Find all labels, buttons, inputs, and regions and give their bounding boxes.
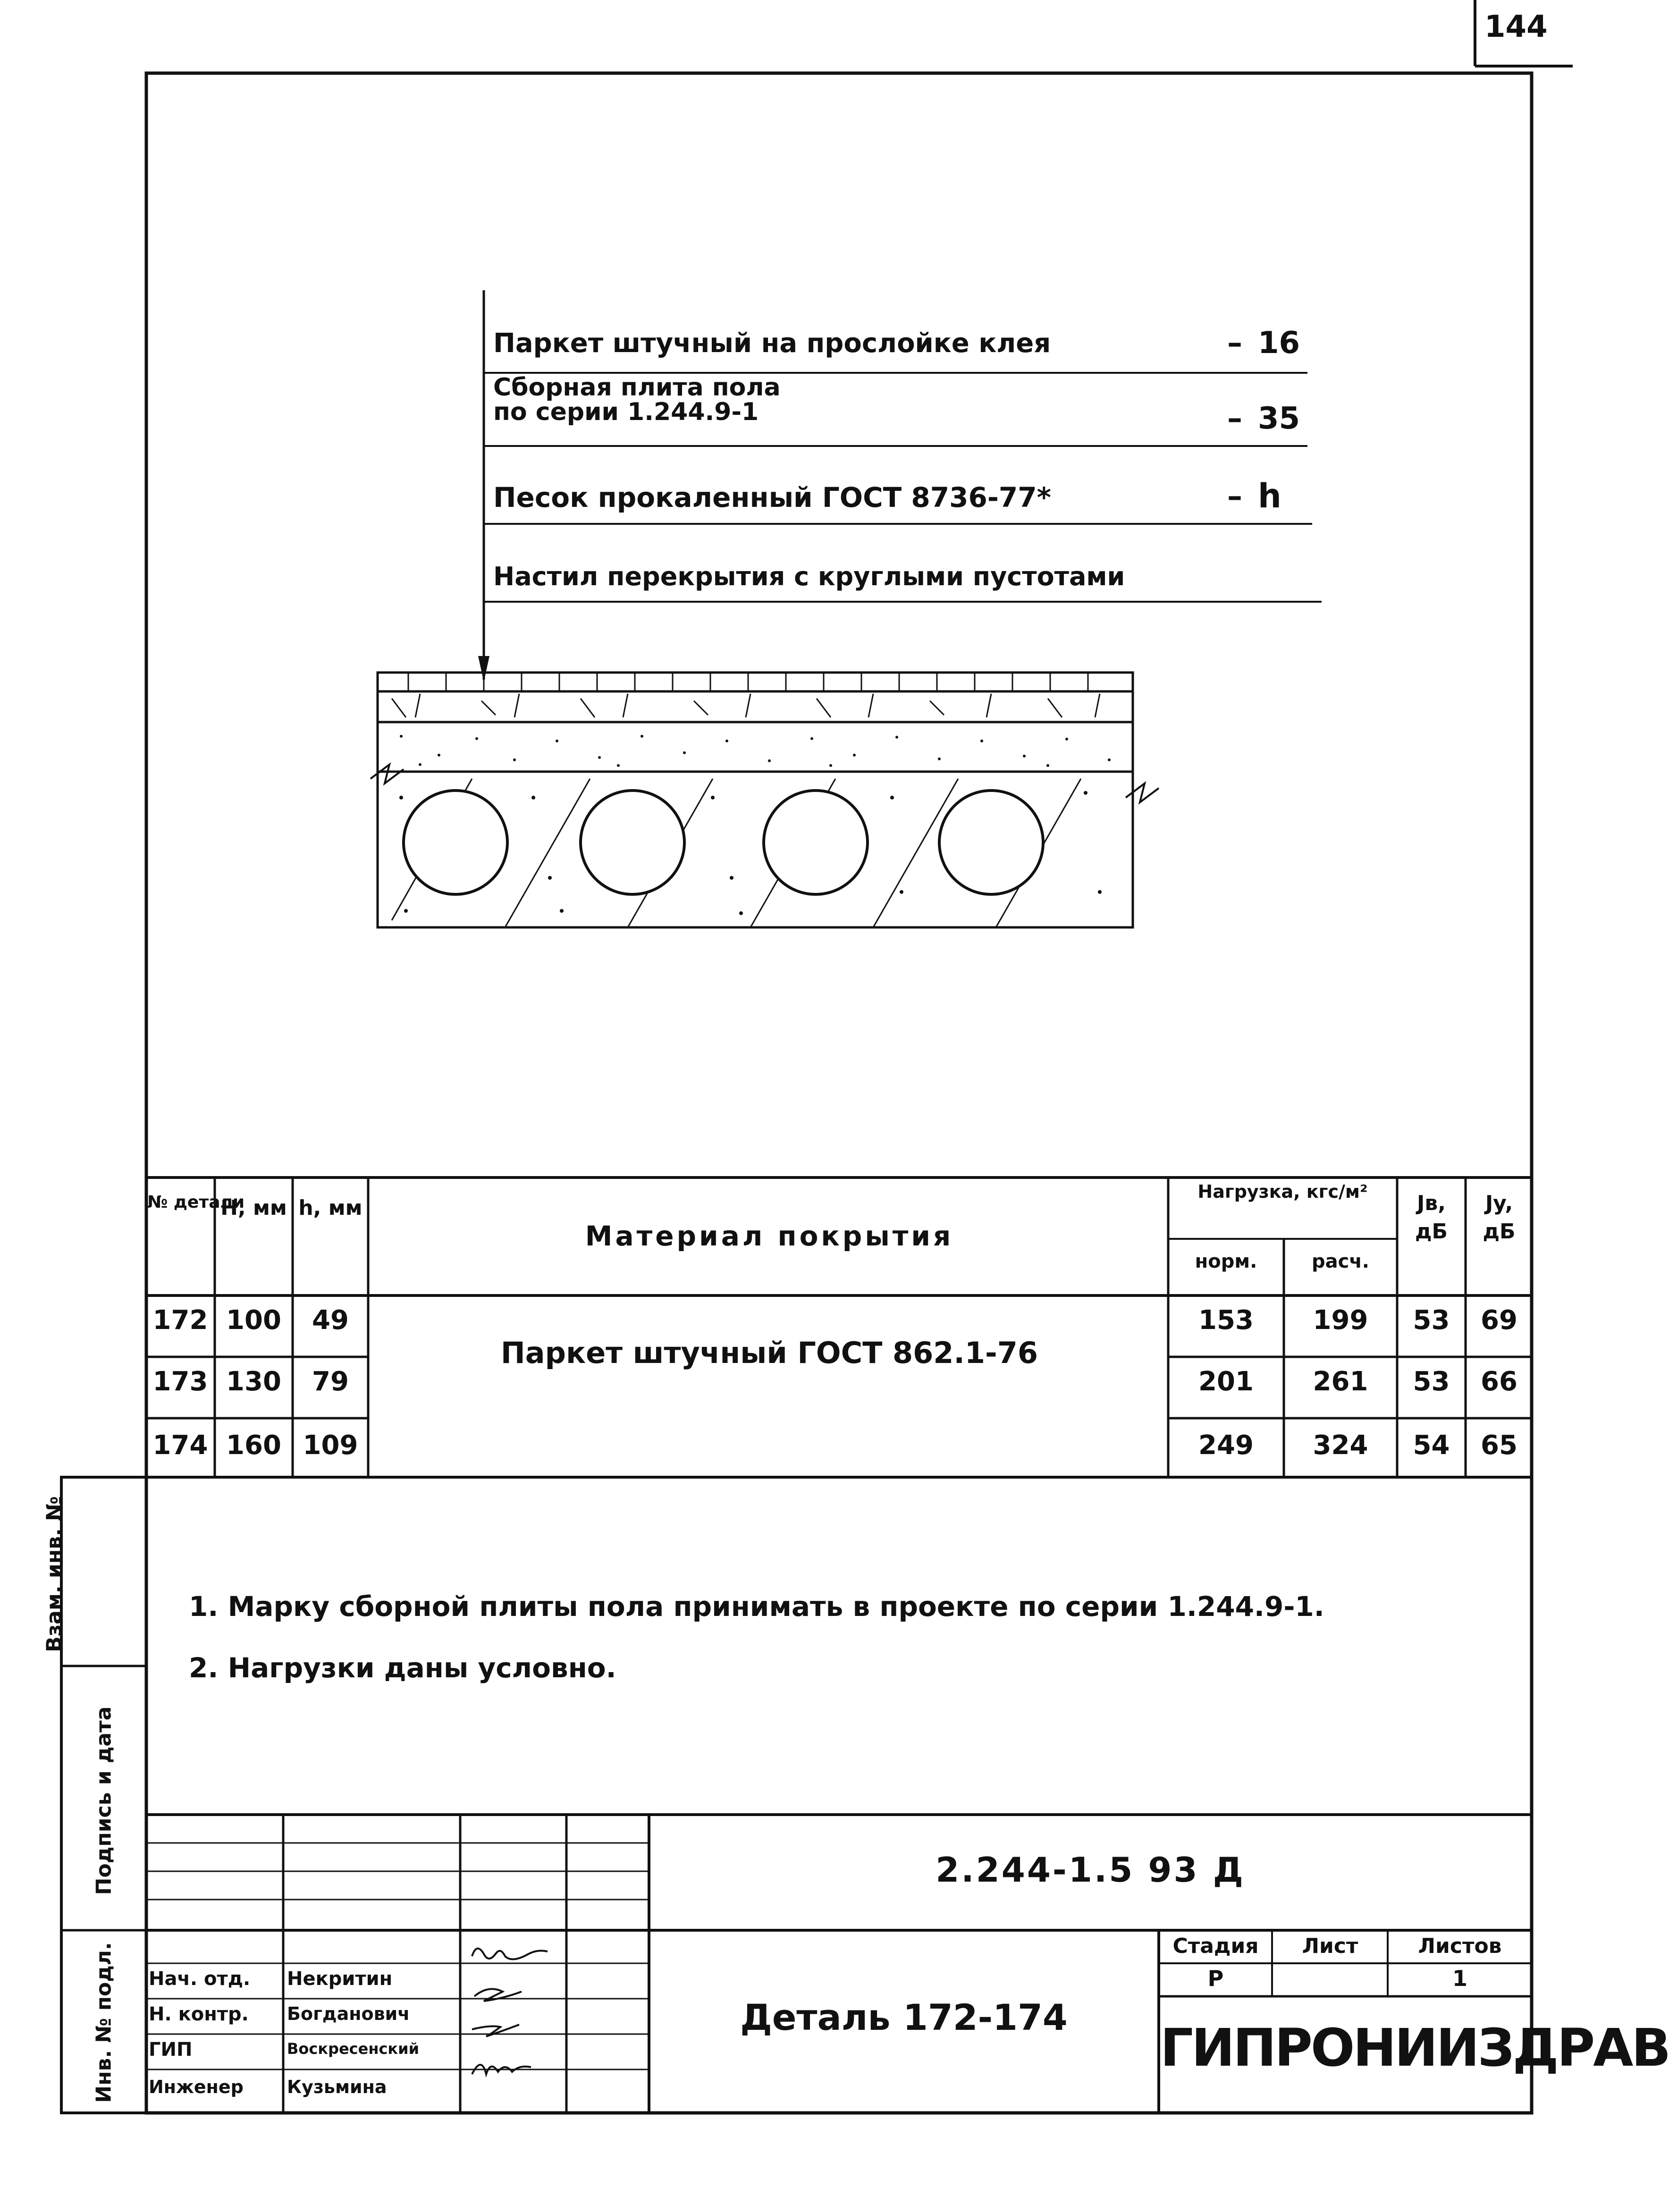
staff-role-1: Нач. отд.	[149, 1968, 251, 1990]
row-174-calc: 324	[1313, 1430, 1368, 1461]
staff-name-1: Некритин	[287, 1968, 393, 1990]
sand-dots	[400, 735, 1111, 767]
row-173-Jv: 53	[1413, 1366, 1450, 1397]
layer-4-name: Настил перекрытия с круглыми пустотами	[493, 562, 1125, 591]
row-174-H: 160	[226, 1430, 281, 1461]
row-174-Jv: 54	[1413, 1430, 1450, 1461]
signature-2	[474, 1989, 522, 2001]
layer-1-value-dash: –	[1227, 326, 1242, 361]
stage-value: Р	[1207, 1966, 1224, 1991]
layer-2-value: 35	[1258, 401, 1300, 436]
staff-name-3: Воскресенский	[287, 2040, 419, 2058]
doc-code: 2.244-1.5 93 Д	[936, 1850, 1245, 1890]
signature-4	[472, 2065, 531, 2074]
sheet-number: 144	[1484, 9, 1548, 44]
signature-1	[472, 1949, 548, 1960]
side-label-inv-podl: Инв. № подл.	[92, 1942, 116, 2103]
signature-3	[472, 2025, 519, 2036]
row-173-H: 130	[226, 1366, 281, 1397]
header-num: № детали	[147, 1193, 245, 1212]
signatures	[463, 1933, 564, 2112]
sheet-label: Лист	[1302, 1934, 1358, 1958]
header-H: H, мм	[220, 1196, 287, 1220]
layer-1-value: 16	[1258, 326, 1300, 361]
row-173-num: 173	[152, 1366, 208, 1397]
row-174-h: 109	[303, 1430, 358, 1461]
side-label-sign-date: Подпись и дата	[92, 1706, 116, 1895]
header-load: Нагрузка, кгс/м²	[1197, 1181, 1368, 1202]
row-172-num: 172	[152, 1305, 208, 1336]
layer-3-value: h	[1258, 477, 1281, 515]
header-Jy: Jy, дБ	[1483, 1191, 1516, 1244]
doc-title: Деталь 172-174	[740, 1996, 1068, 2038]
side-label-inv-vzam: Взам. инв. №	[42, 1496, 67, 1652]
staff-role-3: ГИП	[149, 2039, 193, 2061]
header-material: Материал покрытия	[585, 1220, 954, 1252]
staff-name-4: Кузьмина	[287, 2077, 387, 2097]
header-calc: расч.	[1312, 1251, 1369, 1272]
layer-3-value-dash: –	[1227, 479, 1242, 514]
layer-2-value-dash: –	[1227, 401, 1242, 436]
org-name: ГИПРОНИИЗДРАВ	[1160, 2018, 1669, 2078]
row-174-norm: 249	[1198, 1430, 1254, 1461]
parquet-joints	[408, 673, 1088, 691]
floor-section-drawing	[363, 656, 1142, 939]
staff-name-2: Богданович	[287, 2003, 410, 2024]
header-h: h, мм	[298, 1196, 362, 1220]
stage-label: Стадия	[1172, 1934, 1259, 1958]
layer-3-name: Песок прокаленный ГОСТ 8736-77*	[493, 481, 1051, 513]
row-173-Jy: 66	[1481, 1366, 1517, 1397]
row-173-calc: 261	[1313, 1366, 1368, 1397]
note-2: 2. Нагрузки даны условно.	[189, 1652, 616, 1684]
row-172-norm: 153	[1198, 1305, 1254, 1336]
layer-2-name: Сборная плита пола по серии 1.244.9-1	[493, 373, 781, 426]
row-172-calc: 199	[1313, 1305, 1368, 1336]
slab-voids	[404, 791, 1043, 894]
plate-joints	[392, 694, 1100, 717]
row-172-H: 100	[226, 1305, 281, 1336]
sheets-value: 1	[1452, 1966, 1467, 1991]
staff-role-4: Инженер	[149, 2077, 244, 2097]
layer-1-name: Паркет штучный на прослойке клея	[493, 328, 1051, 359]
header-Jv: Jв, дБ	[1415, 1191, 1448, 1244]
row-173-norm: 201	[1198, 1366, 1254, 1397]
staff-role-2: Н. контр.	[149, 2003, 249, 2025]
row-174-num: 174	[152, 1430, 208, 1461]
note-1: 1. Марку сборной плиты пола принимать в проекте по серии 1.244.9-1.	[189, 1590, 1324, 1623]
row-172-Jv: 53	[1413, 1305, 1450, 1336]
header-norm: норм.	[1195, 1251, 1257, 1272]
sheets-label: Листов	[1418, 1934, 1502, 1958]
row-173-h: 79	[312, 1366, 349, 1397]
row-172-Jy: 69	[1481, 1305, 1517, 1336]
material-text: Паркет штучный ГОСТ 862.1-76	[500, 1336, 1038, 1370]
row-172-h: 49	[312, 1305, 349, 1336]
row-174-Jy: 65	[1481, 1430, 1517, 1461]
